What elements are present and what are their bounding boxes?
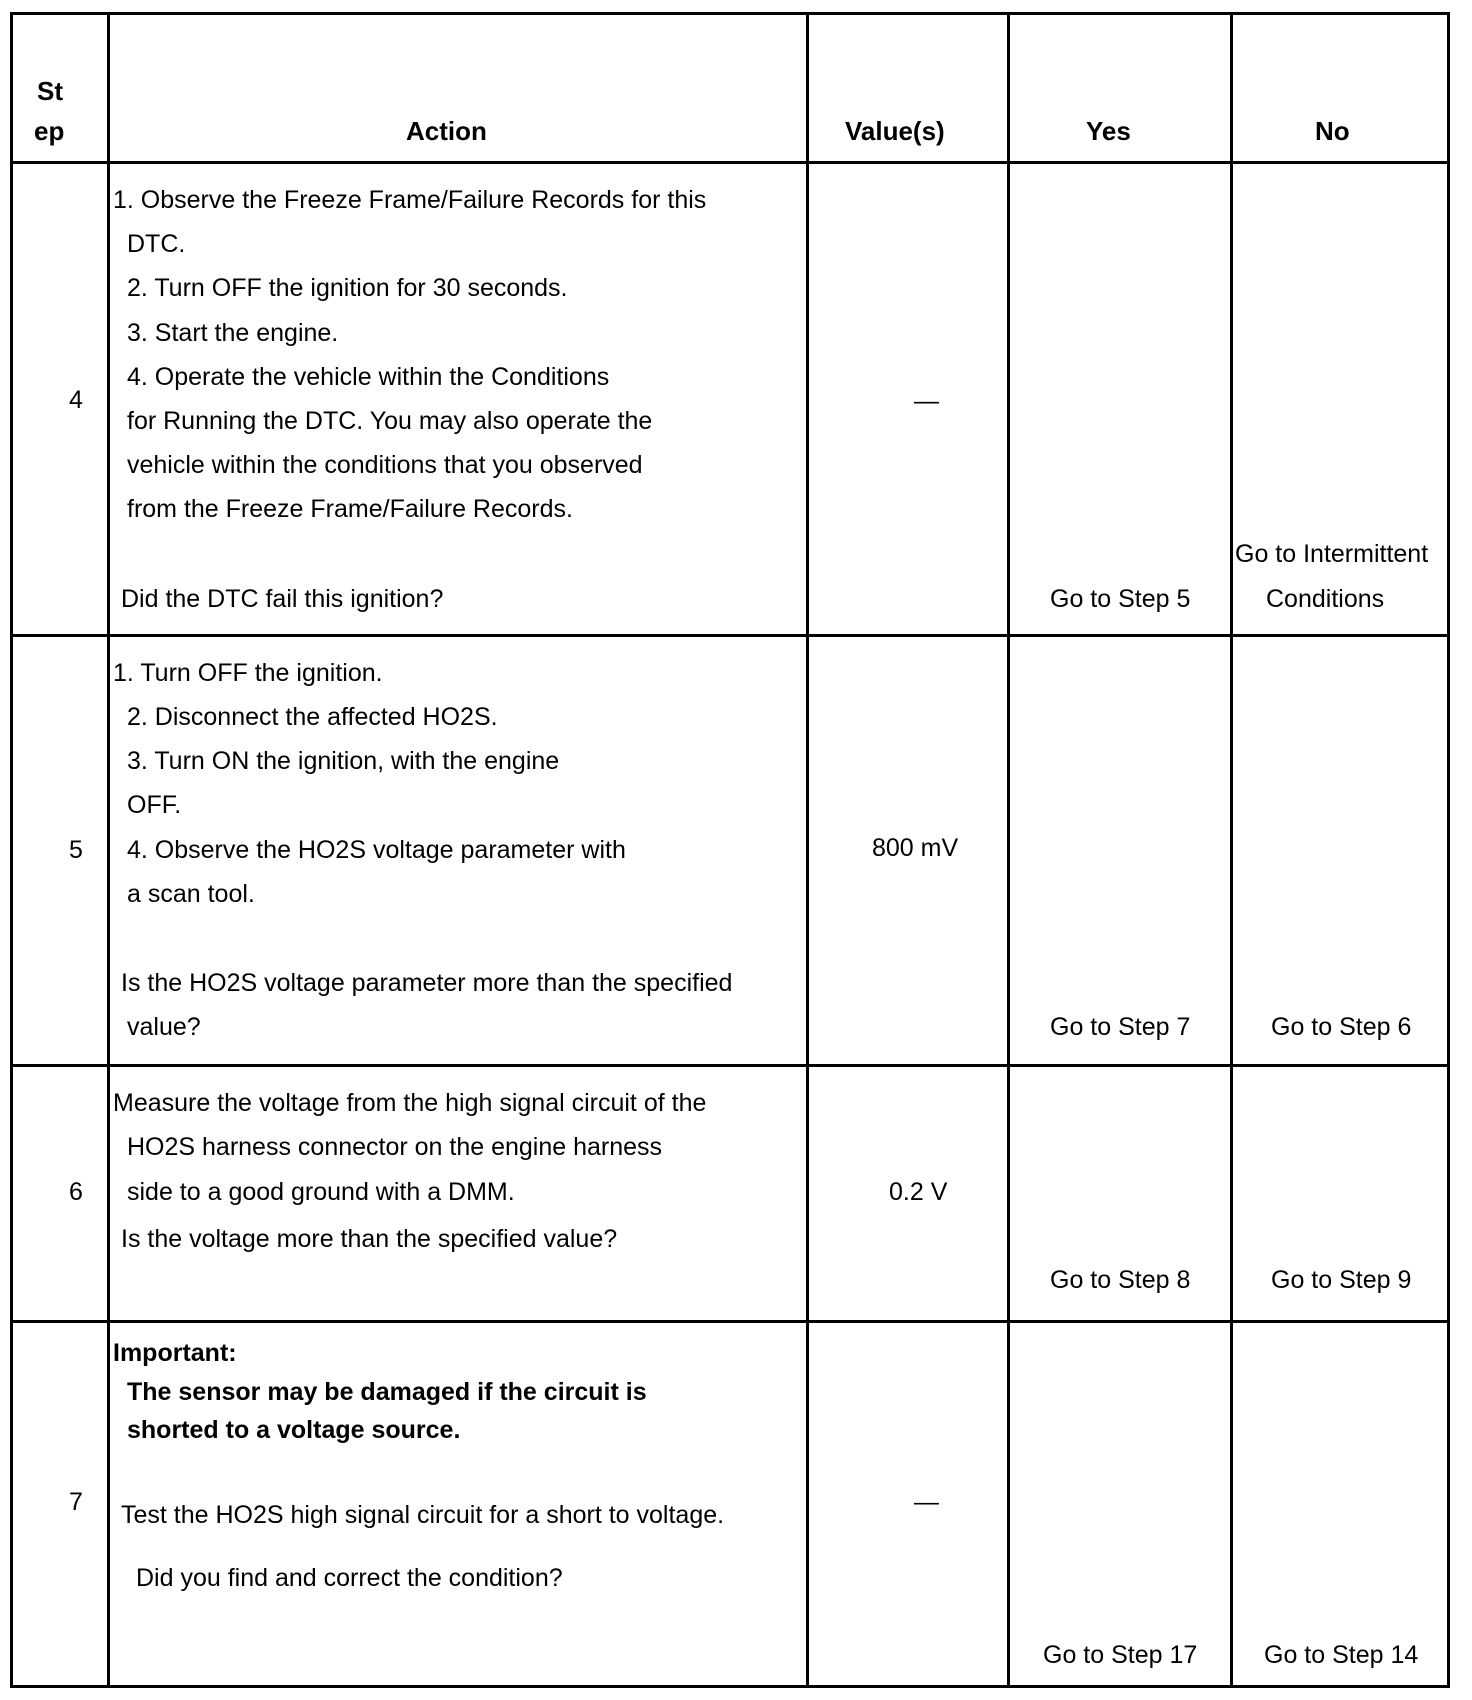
action-test: Test the HO2S high signal circuit for a short to voltage. <box>121 1501 725 1529</box>
yes-result: Go to Step 5 <box>1050 585 1191 613</box>
action-line: 2. Disconnect the affected HO2S. <box>127 703 498 731</box>
row-divider <box>13 161 1447 164</box>
action-line: DTC. <box>127 230 186 258</box>
action-question: Did you find and correct the condition? <box>136 1564 563 1592</box>
yes-result: Go to Step 7 <box>1050 1013 1191 1041</box>
column-divider <box>1230 15 1233 1685</box>
important-line: shorted to a voltage source. <box>127 1416 461 1444</box>
column-divider <box>1007 15 1010 1685</box>
action-line: vehicle within the conditions that you observed <box>127 451 643 479</box>
action-question: Is the voltage more than the specified value? <box>121 1225 618 1253</box>
no-result-line1: Go to Intermittent <box>1235 540 1429 568</box>
action-line: 2. Turn OFF the ignition for 30 seconds. <box>127 274 568 302</box>
yes-result: Go to Step 8 <box>1050 1266 1191 1294</box>
no-result-line2: Conditions <box>1266 585 1385 613</box>
step-number: 4 <box>69 386 83 414</box>
column-divider <box>107 15 110 1685</box>
action-line: for Running the DTC. You may also operate the <box>127 407 653 435</box>
no-result: Go to Step 14 <box>1264 1641 1419 1669</box>
column-divider <box>806 15 809 1685</box>
header-action: Action <box>406 116 487 146</box>
spec-value: — <box>914 1488 939 1516</box>
action-line: HO2S harness connector on the engine harness <box>127 1133 663 1161</box>
action-line: 3. Start the engine. <box>127 319 339 347</box>
header-step-line1: St <box>37 76 63 106</box>
row-divider <box>13 634 1447 637</box>
action-line: 4. Operate the vehicle within the Conditions <box>127 363 610 391</box>
step-number: 6 <box>69 1178 83 1206</box>
action-question-line2: value? <box>127 1013 201 1041</box>
spec-value: — <box>914 387 939 415</box>
action-question: Did the DTC fail this ignition? <box>121 585 444 613</box>
header-no: No <box>1315 116 1350 146</box>
important-line: The sensor may be damaged if the circuit is <box>127 1378 647 1406</box>
action-question-line1: Is the HO2S voltage parameter more than the specified <box>121 969 733 997</box>
step-number: 7 <box>69 1488 83 1516</box>
action-line: 3. Turn ON the ignition, with the engine <box>127 747 560 775</box>
action-line: Measure the voltage from the high signal circuit of the <box>113 1089 707 1117</box>
action-line: a scan tool. <box>127 880 255 908</box>
no-result: Go to Step 6 <box>1271 1013 1412 1041</box>
row-divider <box>13 1320 1447 1323</box>
action-line: from the Freeze Frame/Failure Records. <box>127 495 573 523</box>
yes-result: Go to Step 17 <box>1043 1641 1198 1669</box>
important-label: Important: <box>113 1339 237 1367</box>
header-values: Value(s) <box>845 116 945 146</box>
action-line: OFF. <box>127 791 182 819</box>
no-result: Go to Step 9 <box>1271 1266 1412 1294</box>
spec-value: 0.2 V <box>889 1178 948 1206</box>
row-divider <box>13 1064 1447 1067</box>
header-yes: Yes <box>1086 116 1131 146</box>
header-step-line2: ep <box>34 116 65 146</box>
spec-value: 800 mV <box>872 834 959 862</box>
action-line: 1. Turn OFF the ignition. <box>113 659 383 687</box>
action-line: 4. Observe the HO2S voltage parameter with <box>127 836 626 864</box>
action-line: side to a good ground with a DMM. <box>127 1178 515 1206</box>
step-number: 5 <box>69 836 83 864</box>
action-line: 1. Observe the Freeze Frame/Failure Records for this <box>113 186 707 214</box>
diagnostic-table <box>10 12 1450 1688</box>
